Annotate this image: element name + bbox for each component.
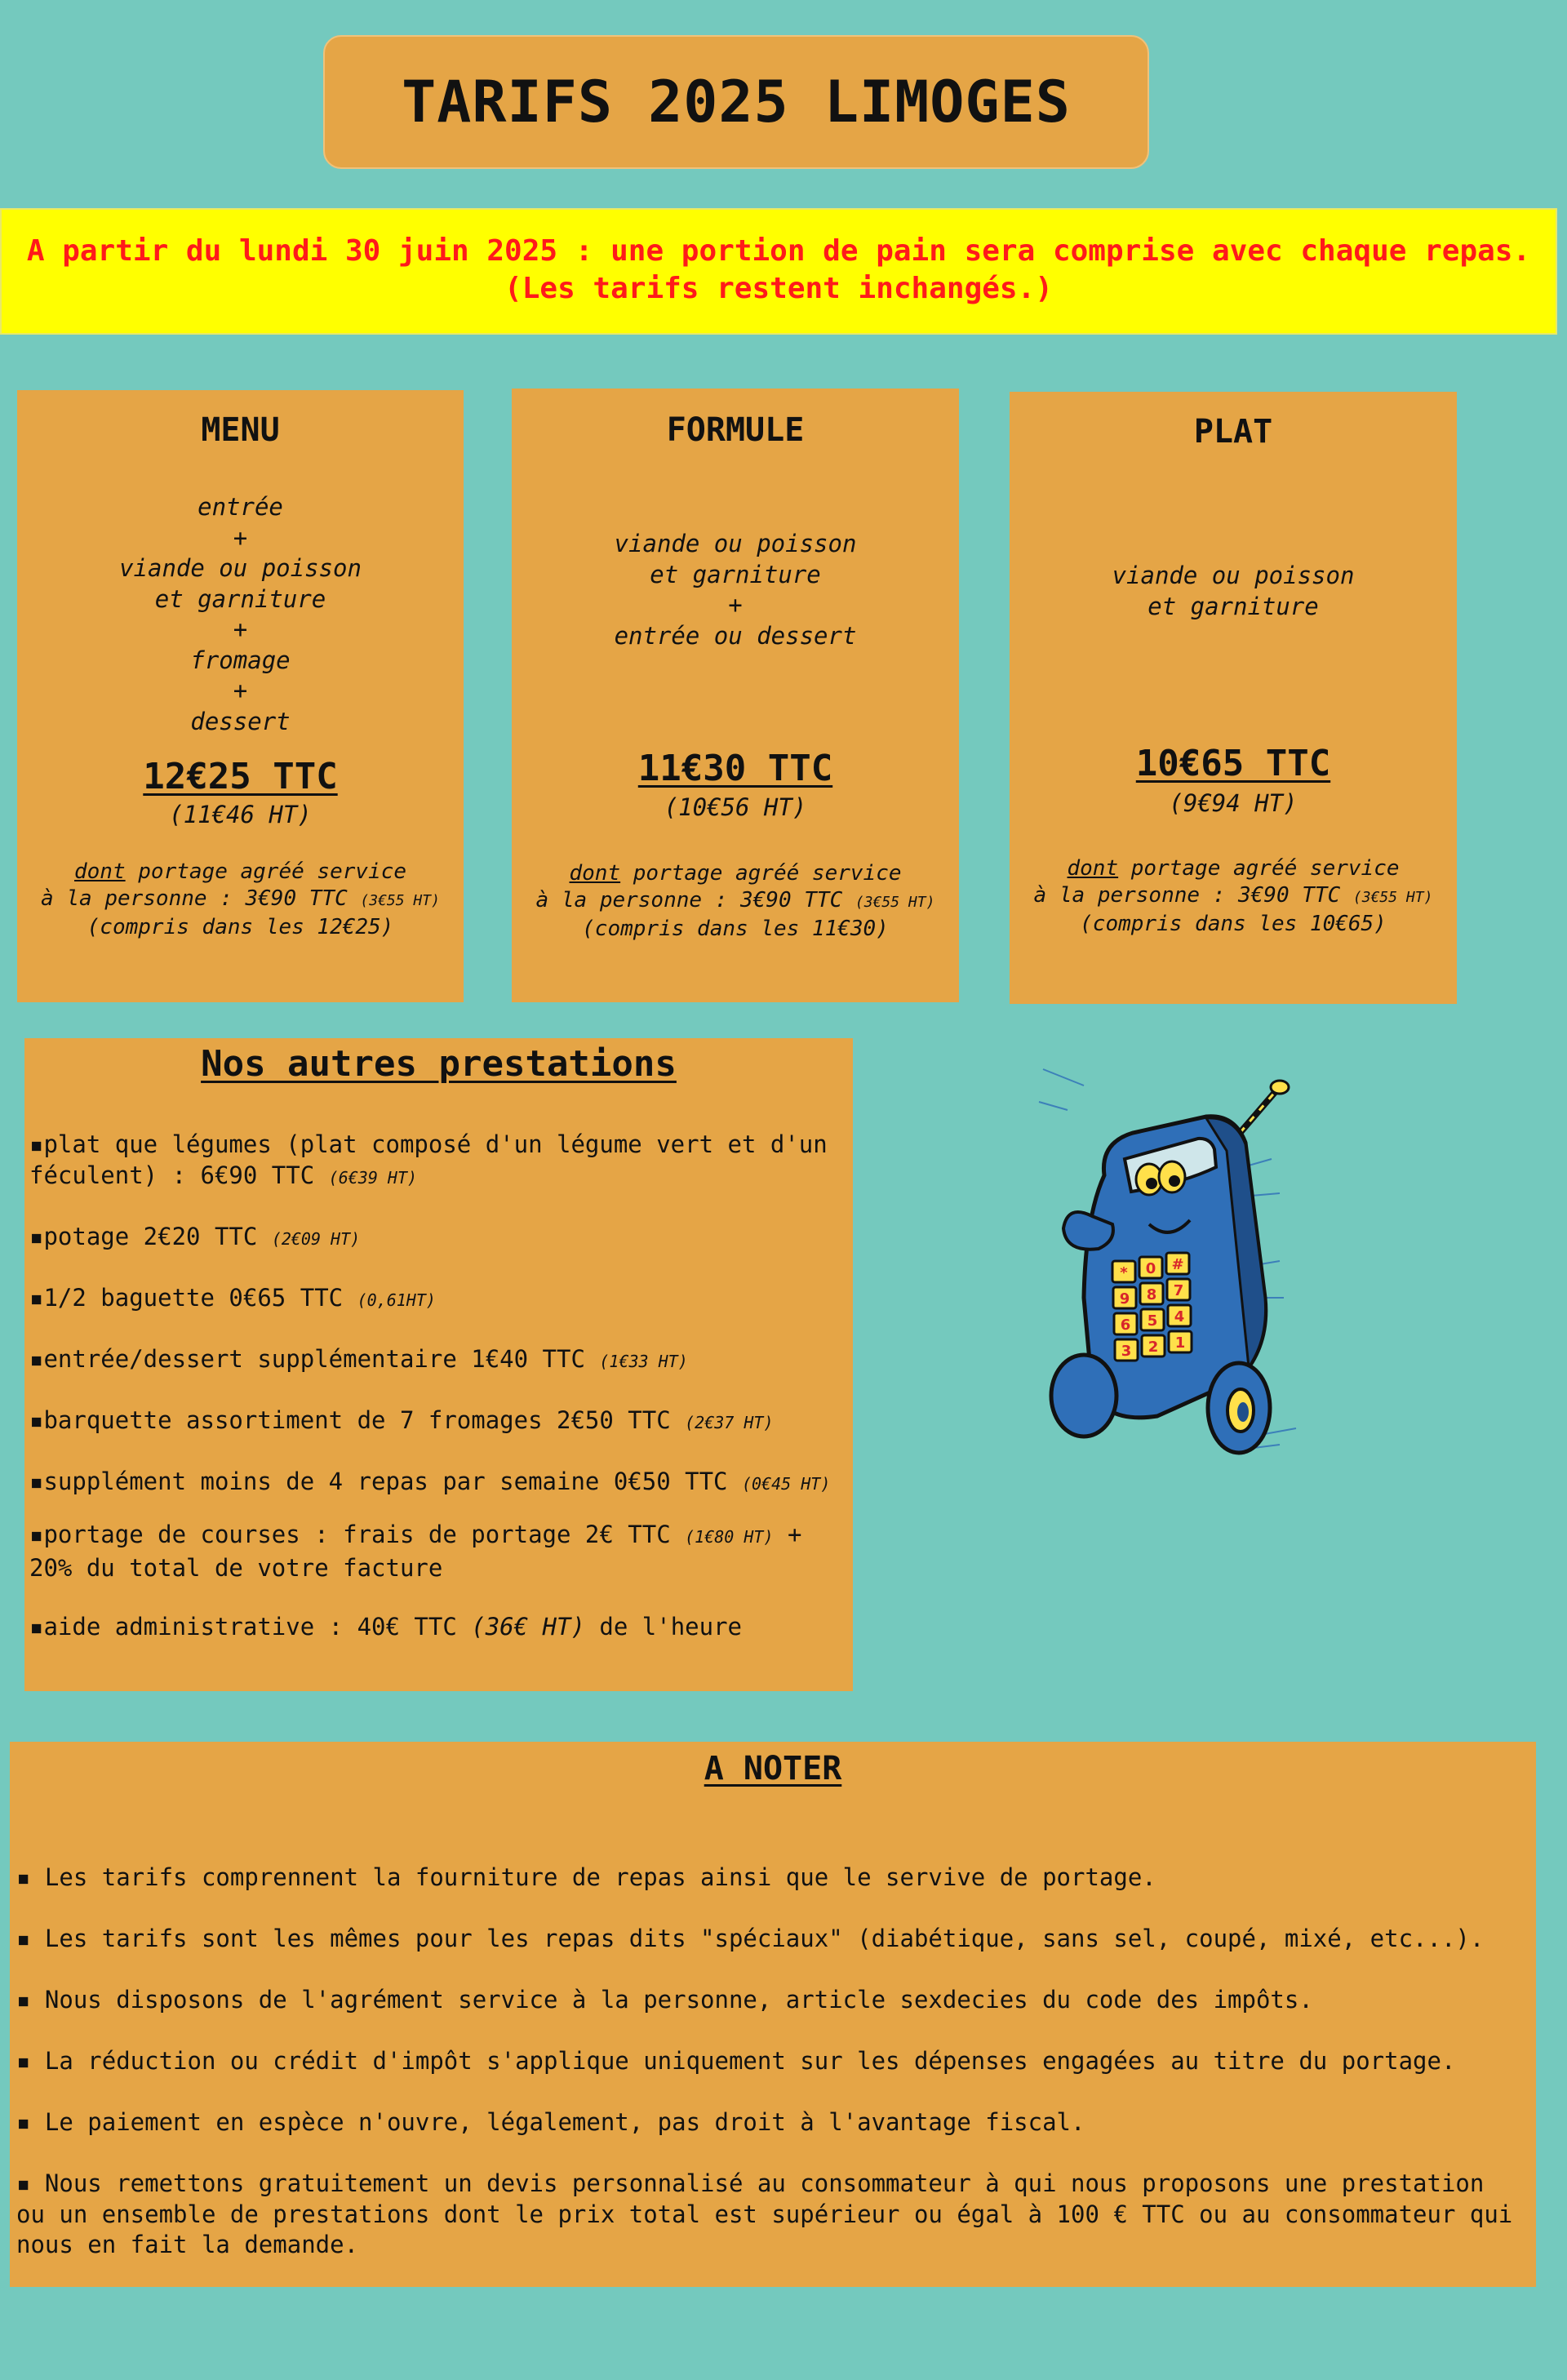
service-line: ▪1/2 baguette 0€65 TTC xyxy=(29,1284,357,1312)
desc-line: viande ou poisson xyxy=(119,554,362,582)
service-line: ▪supplément moins de 4 repas par semaine 0€50 TTC xyxy=(29,1468,742,1495)
service-line: féculent) : 6€90 TTC xyxy=(29,1161,329,1189)
announcement-banner xyxy=(0,208,1557,335)
keypad-key: 9 xyxy=(1119,1290,1130,1308)
note-dont: dont xyxy=(569,861,621,886)
note-item: ▪ Le paiement en espèce n'ouvre, légalement, pas droit à l'avantage fiscal. xyxy=(16,2108,1085,2136)
note-line-2: à la personne : 3€90 TTC xyxy=(41,886,361,911)
service-line: ▪potage 2€20 TTC xyxy=(29,1223,272,1250)
price-ttc: 10€65 TTC xyxy=(1135,743,1331,784)
desc-line: + xyxy=(233,615,248,643)
plat-card xyxy=(1010,392,1457,1004)
note-line-3: (compris dans les 11€30) xyxy=(582,917,889,941)
desc-line: + xyxy=(233,677,248,704)
note-line: nous en fait la demande. xyxy=(16,2231,359,2258)
note-line-3: (compris dans les 10€65) xyxy=(1080,912,1387,936)
note-item xyxy=(16,2169,1530,2261)
keypad-key: 2 xyxy=(1148,1339,1159,1356)
service-item xyxy=(29,1130,850,1193)
notes-title: A NOTER xyxy=(704,1750,842,1787)
banner-line-2: (Les tarifs restent inchangés.) xyxy=(504,272,1053,305)
portage-note xyxy=(17,859,464,941)
service-line-after: de l'heure xyxy=(584,1613,742,1641)
price-ttc: 12€25 TTC xyxy=(143,756,338,797)
note-line-2-ht: (3€55 HT) xyxy=(1352,889,1433,906)
note-line-2-ht: (3€55 HT) xyxy=(855,894,935,911)
desc-line: entrée ou dessert xyxy=(614,621,857,650)
card-title: MENU xyxy=(201,411,280,449)
price-ht: (9€94 HT) xyxy=(1169,789,1298,817)
formule-card xyxy=(512,389,959,1002)
keypad-key: 0 xyxy=(1145,1260,1156,1277)
note-line-2: à la personne : 3€90 TTC xyxy=(535,888,855,912)
note-line-2: à la personne : 3€90 TTC xyxy=(1033,883,1353,908)
note-line: ▪ Nous remettons gratuitement un devis personnalisé au consommateur à qui nous proposons une prestation xyxy=(16,2169,1485,2197)
other-services-panel xyxy=(24,1038,853,1691)
service-line: ▪barquette assortiment de 7 fromages 2€50 TTC xyxy=(29,1406,686,1434)
service-item xyxy=(29,1405,850,1439)
service-ht: (1€33 HT) xyxy=(599,1352,688,1371)
keypad-key: 7 xyxy=(1173,1282,1184,1299)
desc-line: et garniture xyxy=(650,560,821,588)
service-item xyxy=(29,1612,850,1643)
service-item xyxy=(29,1467,850,1500)
card-description xyxy=(17,492,464,737)
service-line: ▪plat que légumes (plat composé d'un légume vert et d'un xyxy=(29,1130,828,1158)
service-ht: (0€45 HT) xyxy=(741,1474,831,1494)
keypad-key: 8 xyxy=(1146,1286,1157,1303)
keypad-key: * xyxy=(1120,1264,1128,1281)
price-ht: (10€56 HT) xyxy=(664,793,807,821)
keypad-key: 5 xyxy=(1147,1312,1158,1330)
note-item: ▪ La réduction ou crédit d'impôt s'applique uniquement sur les dépenses engagées au titre du portage. xyxy=(16,2047,1456,2075)
portage-note xyxy=(512,860,959,943)
desc-line: fromage xyxy=(190,646,291,674)
keypad-key: 4 xyxy=(1174,1308,1185,1325)
desc-line: viande ou poisson xyxy=(1112,562,1355,589)
service-line: 20% du total de votre facture xyxy=(29,1553,443,1582)
portage-note xyxy=(1010,855,1457,938)
keypad-key: # xyxy=(1171,1256,1184,1273)
desc-line: entrée xyxy=(198,493,283,521)
service-line: ▪portage de courses : frais de portage 2€ TTC xyxy=(29,1521,686,1548)
note-line-1: portage agréé service xyxy=(125,859,406,884)
note-dont: dont xyxy=(74,859,126,884)
title-box xyxy=(323,35,1149,169)
service-item xyxy=(29,1520,850,1583)
note-line: ou un ensemble de prestations dont le prix total est supérieur ou égal à 100 € TTC ou au consommateur qui xyxy=(16,2200,1513,2228)
note-line-1: portage agréé service xyxy=(620,861,902,886)
service-line-after: + xyxy=(773,1521,802,1548)
card-title: FORMULE xyxy=(666,411,805,449)
keypad-key: 1 xyxy=(1174,1334,1186,1352)
price-ht: (11€46 HT) xyxy=(169,801,312,828)
service-ht: (2€37 HT) xyxy=(685,1413,774,1432)
desc-line: + xyxy=(728,591,743,619)
keypad-key: 6 xyxy=(1120,1317,1131,1334)
service-line: ▪aide administrative : 40€ TTC xyxy=(29,1613,472,1641)
card-description xyxy=(512,529,959,651)
note-line-2-ht: (3€55 HT) xyxy=(360,892,440,909)
desc-line: dessert xyxy=(190,707,291,735)
notes-panel xyxy=(10,1742,1536,2287)
service-ht: (36€ HT) xyxy=(471,1613,585,1641)
note-item: ▪ Les tarifs sont les mêmes pour les repas dits "spéciaux" (diabétique, sans sel, coupé, mixé, etc...). xyxy=(16,1925,1485,1952)
card-title: PLAT xyxy=(1193,413,1273,451)
service-item xyxy=(29,1344,850,1378)
page-title: TARIFS 2025 LIMOGES xyxy=(402,69,1071,135)
menu-card xyxy=(17,390,464,1002)
service-item xyxy=(29,1283,850,1317)
note-line-1: portage agréé service xyxy=(1118,856,1400,881)
service-line: ▪entrée/dessert supplémentaire 1€40 TTC xyxy=(29,1345,600,1373)
banner-line-1: A partir du lundi 30 juin 2025 : une portion de pain sera comprise avec chaque repas. xyxy=(26,234,1531,268)
note-dont: dont xyxy=(1067,856,1119,881)
note-line-3: (compris dans les 12€25) xyxy=(87,915,394,939)
service-ht: (6€39 HT) xyxy=(328,1167,418,1188)
note-item: ▪ Les tarifs comprennent la fourniture de repas ainsi que le servive de portage. xyxy=(16,1863,1156,1891)
service-ht: (0,61HT) xyxy=(357,1290,436,1310)
note-item: ▪ Nous disposons de l'agrément service à la personne, article sexdecies du code des impôts. xyxy=(16,1986,1313,2014)
desc-line: viande ou poisson xyxy=(614,530,857,557)
phone-mascot-icon xyxy=(1035,1053,1378,1477)
card-description xyxy=(1010,561,1457,622)
price-ttc: 11€30 TTC xyxy=(637,748,833,789)
services-title: Nos autres prestations xyxy=(201,1043,677,1085)
desc-line: et garniture xyxy=(1148,592,1319,620)
keypad-key: 3 xyxy=(1121,1343,1132,1360)
desc-line: + xyxy=(233,523,248,552)
service-ht: (2€09 HT) xyxy=(271,1229,361,1249)
service-item xyxy=(29,1222,850,1255)
desc-line: et garniture xyxy=(154,584,326,613)
service-ht: (1€80 HT) xyxy=(685,1527,774,1547)
